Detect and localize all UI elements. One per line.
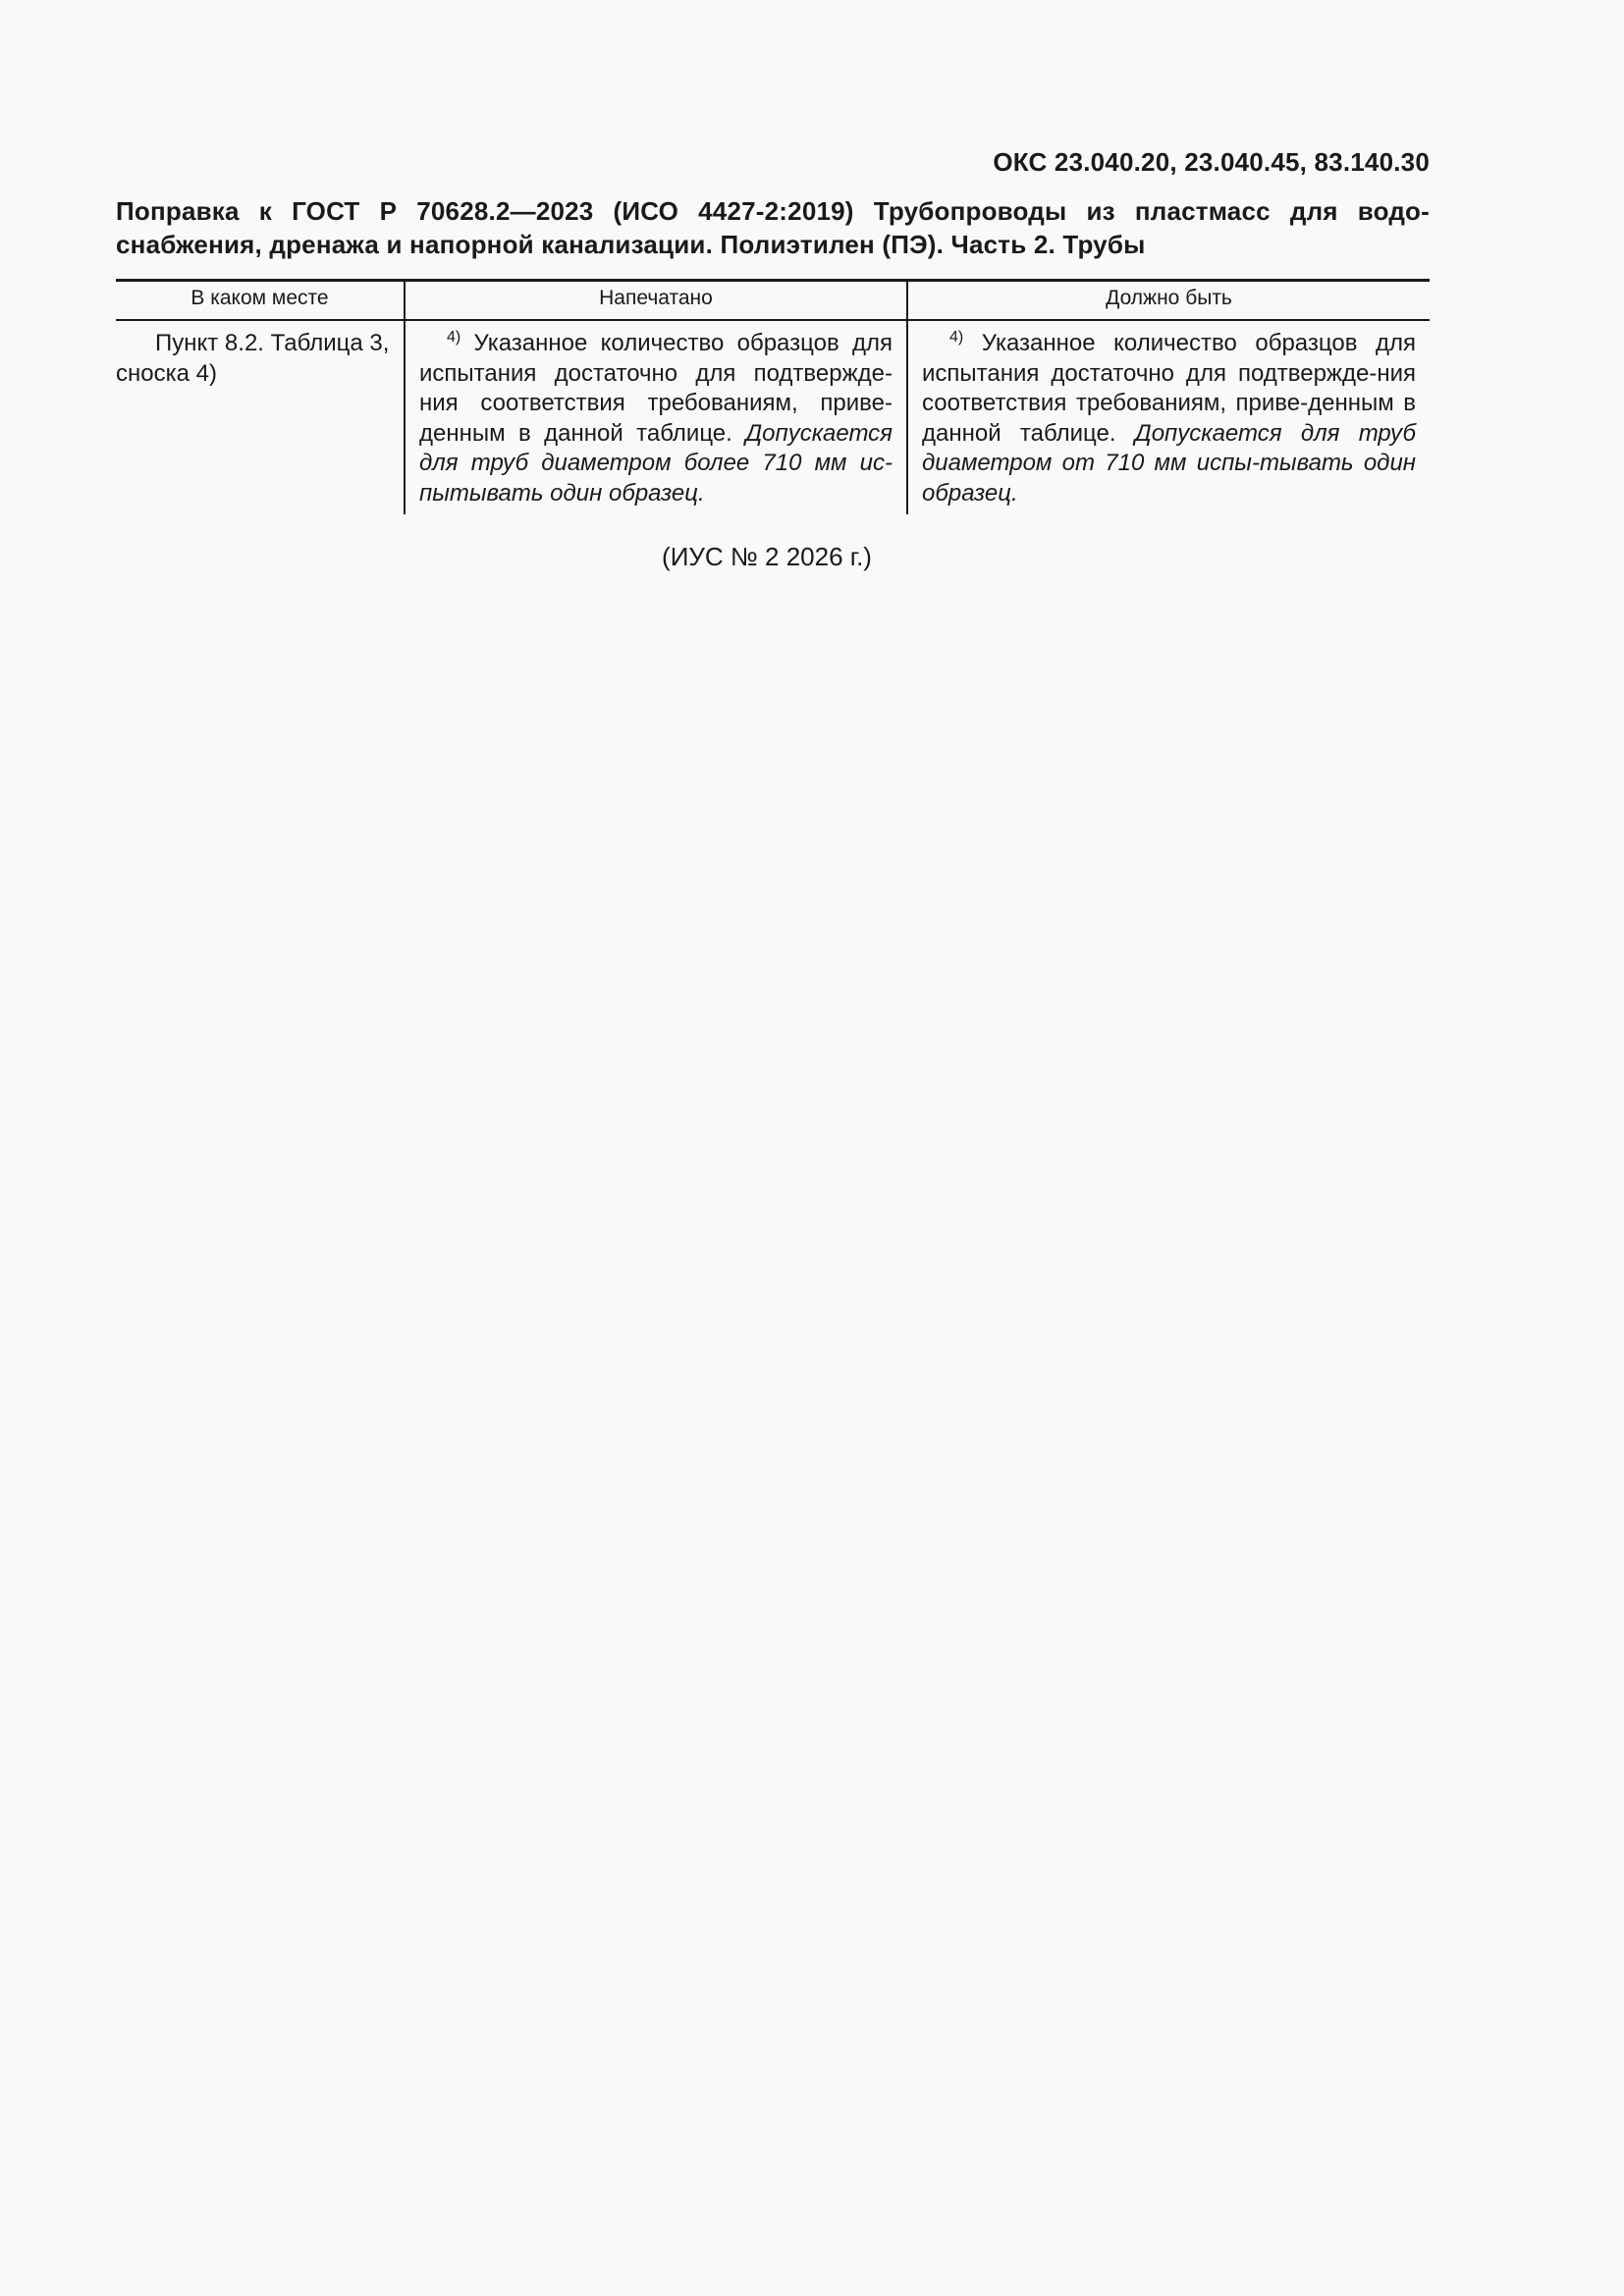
header-should-be: Должно быть — [907, 281, 1430, 321]
cell-printed — [405, 320, 907, 514]
document-page — [116, 145, 1430, 573]
footnote-marker: 4) — [447, 329, 461, 346]
header-place: В каком месте — [116, 281, 405, 321]
amendment-table — [116, 279, 1430, 514]
table-row — [116, 320, 1430, 514]
printed-italic-text: Допускается для труб диаметром более 710 мм ис-пытывать один образец. — [419, 419, 893, 507]
table-header-row — [116, 281, 1430, 321]
header-printed: Напечатано — [405, 281, 907, 321]
place-text: Пункт 8.2. Таблица 3, сноска 4) — [116, 330, 390, 387]
should-be-text: Указанное количество образцов для испытания достаточно для подтвержде-ния соответствия требованиям, приве-денным в данной таблице. — [922, 330, 1416, 447]
should-be-italic-text: Допускается для труб диаметром от 710 мм испы-тывать один образец. — [922, 419, 1417, 507]
footnote-marker: 4) — [949, 329, 964, 346]
classification-code: ОКС 23.040.20, 23.040.45, 83.140.30 — [993, 147, 1430, 177]
amendment-title: Поправка к ГОСТ Р 70628.2—2023 (ИСО 4427-2:2019) Трубопроводы из пластмасс для водо-снабжения, дренажа и напорной канализации. Полиэтилен (ПЭ). Часть 2. Трубы — [116, 196, 1430, 259]
ius-reference: (ИУС № 2 2026 г.) — [662, 542, 872, 571]
printed-text: Указанное количество образцов для испытания достаточно для подтвержде-ния соответствия требованиям, приве-денным в данной таблице. — [419, 330, 893, 447]
cell-place — [116, 320, 405, 514]
cell-should-be — [907, 320, 1430, 514]
